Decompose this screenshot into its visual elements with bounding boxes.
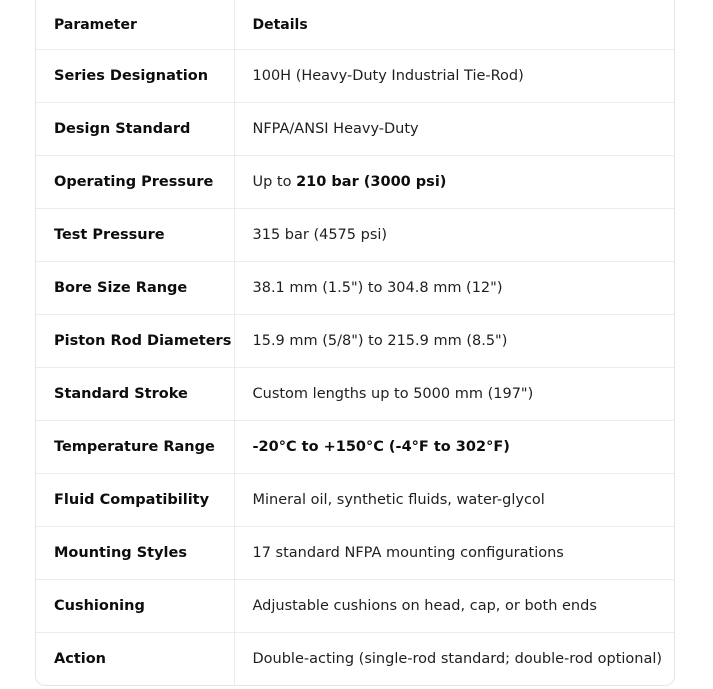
- table-row: [36, 633, 674, 686]
- parameter-cell: Standard Stroke: [36, 368, 234, 421]
- details-cell: [234, 368, 674, 421]
- details-cell: [234, 474, 674, 527]
- parameter-cell: Test Pressure: [36, 209, 234, 262]
- parameter-cell: Piston Rod Diameters: [36, 315, 234, 368]
- parameter-cell: Bore Size Range: [36, 262, 234, 315]
- header-parameter: Parameter: [54, 16, 137, 33]
- table-row: [36, 209, 674, 262]
- table-row: [36, 315, 674, 368]
- details-cell: [234, 262, 674, 315]
- details-cell: [234, 527, 674, 580]
- table-row: [36, 50, 674, 103]
- header-details: Details: [234, 0, 674, 50]
- details-text: Up to: [252, 174, 297, 190]
- details-emphasis: -20°C to +150°C (-4°F to 302°F): [252, 439, 510, 455]
- details-text: Adjustable cushions on head, cap, or both ends: [252, 598, 597, 614]
- parameter-cell: Series Designation: [36, 50, 234, 103]
- details-cell: [234, 580, 674, 633]
- table-row: [36, 103, 674, 156]
- parameter-cell: Cushioning: [36, 580, 234, 633]
- details-text: 17 standard NFPA mounting configurations: [252, 545, 564, 561]
- details-text: 315 bar (4575 psi): [252, 227, 388, 243]
- details-cell: [234, 315, 674, 368]
- details-text: 100H (Heavy-Duty Industrial Tie-Rod): [252, 68, 524, 84]
- table-row: [36, 262, 674, 315]
- table-row: [36, 368, 674, 421]
- details-cell: [234, 633, 674, 686]
- details-cell: [234, 103, 674, 156]
- spec-table: [36, 0, 674, 685]
- table-row: [36, 580, 674, 633]
- spec-table-container: [35, 0, 675, 686]
- details-text: Custom lengths up to 5000 mm (197"): [252, 386, 534, 402]
- details-text: NFPA/ANSI Heavy-Duty: [252, 121, 419, 137]
- details-cell: [234, 50, 674, 103]
- parameter-cell: Fluid Compatibility: [36, 474, 234, 527]
- details-text: 15.9 mm (5/8") to 215.9 mm (8.5"): [252, 333, 508, 349]
- parameter-cell: Temperature Range: [36, 421, 234, 474]
- table-row: [36, 421, 674, 474]
- parameter-cell: Operating Pressure: [36, 156, 234, 209]
- details-emphasis: 210 bar (3000 psi): [296, 174, 447, 190]
- details-text: Double-acting (single-rod standard; double-rod optional): [252, 651, 663, 667]
- table-row: [36, 527, 674, 580]
- parameter-cell: Mounting Styles: [36, 527, 234, 580]
- table-row: [36, 156, 674, 209]
- table-row: [36, 474, 674, 527]
- table-header-row: [36, 0, 674, 50]
- details-text: Mineral oil, synthetic fluids, water-glycol: [252, 492, 545, 508]
- parameter-cell: Design Standard: [36, 103, 234, 156]
- parameter-cell: Action: [36, 633, 234, 686]
- details-cell: [234, 156, 674, 209]
- details-cell: [234, 209, 674, 262]
- details-text: 38.1 mm (1.5") to 304.8 mm (12"): [252, 280, 503, 296]
- details-cell: [234, 421, 674, 474]
